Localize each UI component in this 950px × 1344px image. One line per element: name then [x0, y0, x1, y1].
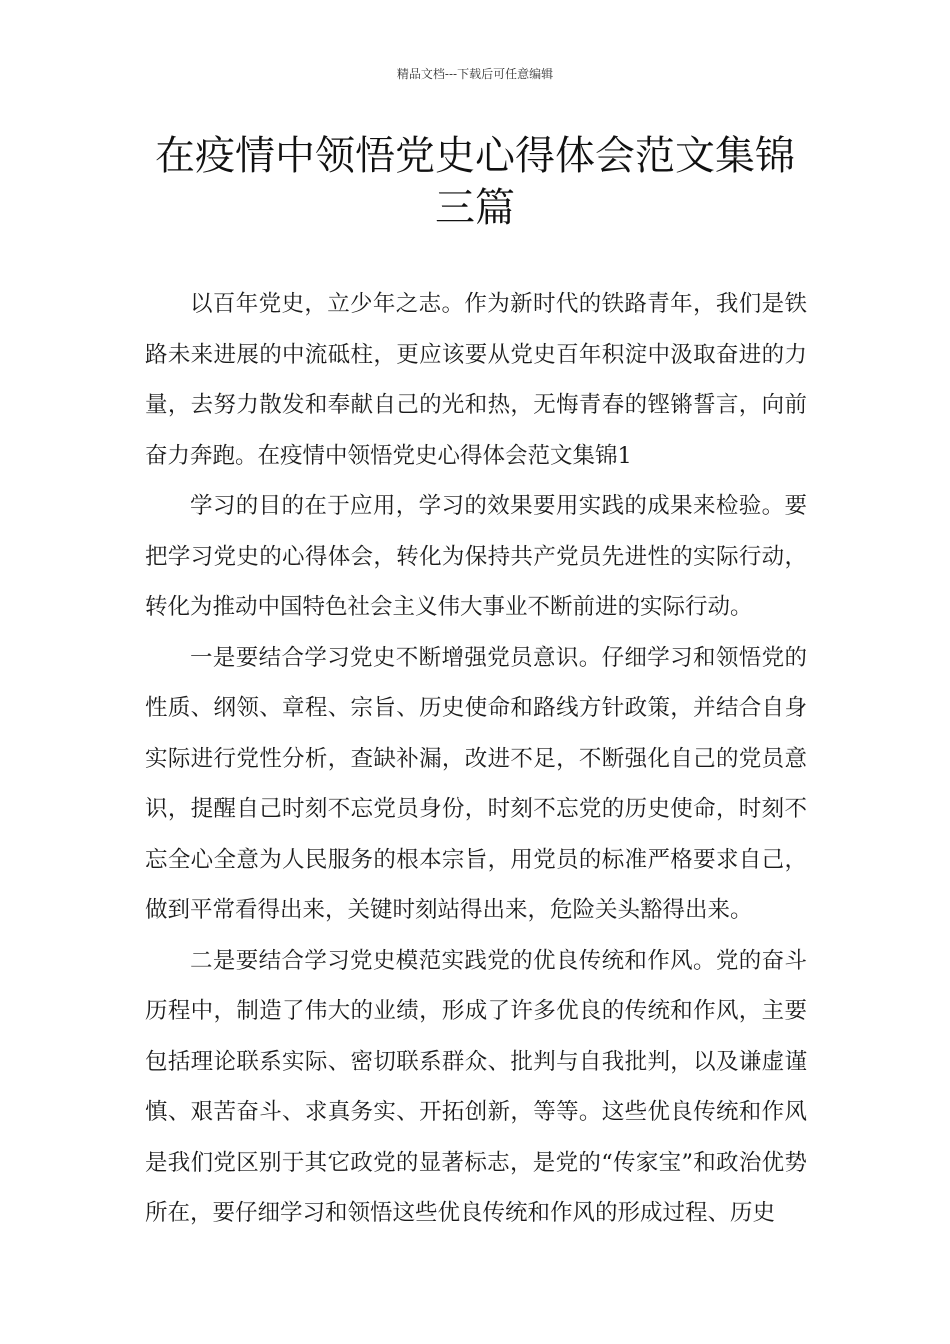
paragraph-application: 学习的目的在于应用，学习的效果要用实践的成果来检验。要把学习党史的心得体会，转化为保持共产党员先进性的实际行动，转化为推动中国特色社会主义伟大事业不断前进的实际行动。: [145, 493, 807, 620]
paragraph-point-one: 一是要结合学习党史不断增强党员意识。仔细学习和领悟党的性质、纲领、章程、宗旨、历史使命和路线方针政策，并结合自身实际进行党性分析，查缺补漏，改进不足，不断强化自己的党员意识，提醒自己时刻不忘党员身份，时刻不忘党的历史使命，时刻不忘全心全意为人民服务的根本宗旨，用党员的标准严格要求自己，做到平常看得出来，关键时刻站得出来，危险关头豁得出来。: [145, 644, 807, 923]
paragraph-point-two: 二是要结合学习党史模范实践党的优良传统和作风。党的奋斗历程中，制造了伟大的业绩，形成了许多优良的传统和作风，主要包括理论联系实际、密切联系群众、批判与自我批判，以及谦虚谨慎、艰苦奋斗、求真务实、开拓创新，等等。这些优良传统和作风是我们党区别于其它政党的显著标志，是党的“传家宝”和政治优势所在，要仔细学习和领悟这些优良传统和作风的形成过程、历史: [145, 947, 807, 1226]
paragraph-intro: 以百年党史，立少年之志。作为新时代的铁路青年，我们是铁路未来进展的中流砥柱，更应该要从党史百年积淀中汲取奋进的力量，去努力散发和奉献自己的光和热，无悔青春的铿锵誓言，向前奋力奔跑。在疫情中领悟党史心得体会范文集锦1: [145, 291, 807, 469]
document-body: [145, 279, 807, 1239]
header-note: 精品文档---下载后可任意编辑: [396, 67, 554, 81]
document-title: 在疫情中领悟党史心得体会范文集锦三篇: [155, 133, 795, 231]
